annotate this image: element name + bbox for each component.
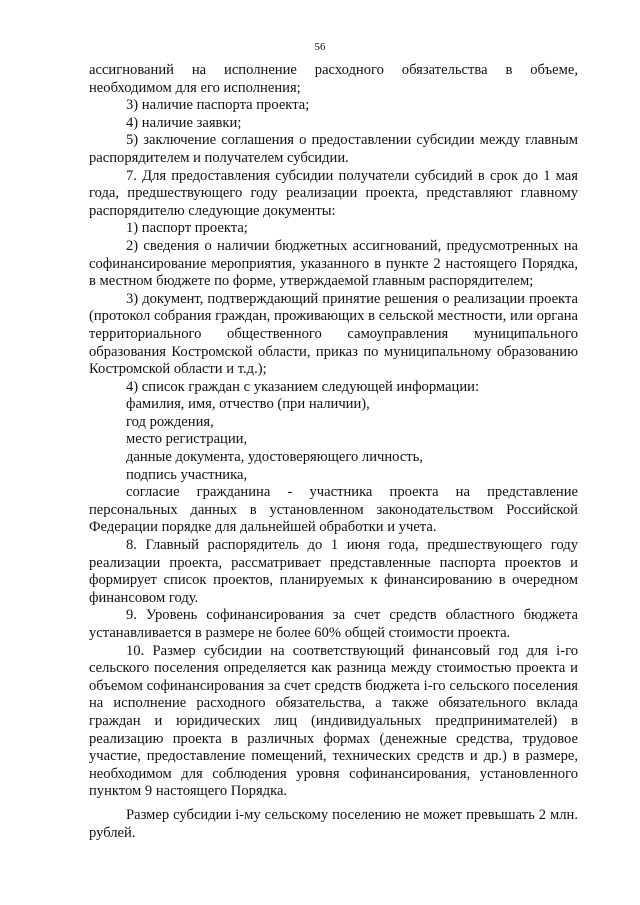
list-item-citizen-list: 4) список граждан с указанием следующей информации: bbox=[126, 378, 480, 395]
list-item-agreement: 5) заключение соглашения о предоставлении субсидии между главным распорядителем и получателем субсидии. bbox=[89, 132, 578, 166]
paragraph-continuation: ассигнований на исполнение расходного обязательства в объеме, необходимом для его исполнения; bbox=[89, 62, 578, 96]
subsidy-limit-paragraph: Размер субсидии i-му сельскому поселению не может превышать 2 млн. рублей. bbox=[89, 806, 578, 841]
clause-7: 7. Для предоставления субсидии получатели субсидий в срок до 1 мая года, предшествующего году реализации проекта, представляют главному распорядителю следующие документы: bbox=[89, 167, 578, 219]
list-field-signature: подпись участника, bbox=[126, 466, 248, 483]
clause-9: 9. Уровень софинансирования за счет средств областного бюджета устанавливается в размере не более 60% общей стоимости проекта. bbox=[89, 607, 578, 641]
list-field-full-name: фамилия, имя, отчество (при наличии), bbox=[126, 396, 370, 413]
document-body bbox=[89, 62, 578, 842]
clause-8: 8. Главный распорядитель до 1 июня года, предшествующего году реализации проекта, рассматривает представленные паспорта проектов и формирует список проектов, планируемых к финансированию в очередном финансовом году. bbox=[89, 537, 578, 606]
list-item-passport-availability: 3) наличие паспорта проекта; bbox=[126, 97, 310, 114]
list-item-decision-document: 3) документ, подтверждающий принятие решения о реализации проекта (протокол собрания граждан, проживающих в сельской местности, или органа территориального общественного самоуправления муниципального образования Костромской области, приказ по муниципальному образованию Костромской области и т.д.); bbox=[89, 290, 578, 378]
clause-10: 10. Размер субсидии на соответствующий финансовый год для i-го сельского поселения определяется как разница между стоимостью проекта и объемом софинансирования за счет средств бюджета i-го сельского поселения на исполнение расходного обязательства, а также обязательного вклада граждан и юридических лиц (индивидуальных предпринимателей) в реализацию проекта в различных формах (денежные средства, трудовое участие, предоставление помещений, технических средств и др.) в размере, необходимом для соблюдения уровня софинансирования, установленного пунктом 9 настоящего Порядка. bbox=[89, 642, 578, 800]
list-item-project-passport: 1) паспорт проекта; bbox=[126, 220, 248, 237]
page-number: 56 bbox=[314, 41, 326, 53]
list-field-consent: согласие гражданина - участника проекта на представление персональных данных в установленном законодательством Российской Федерации порядке для дальнейшей обработки и учета. bbox=[89, 484, 578, 536]
list-field-birth-year: год рождения, bbox=[126, 413, 214, 430]
list-item-application-availability: 4) наличие заявки; bbox=[126, 114, 242, 131]
list-item-budget-info: 2) сведения о наличии бюджетных ассигнований, предусмотренных на софинансирование мероприятия, указанного в пункте 2 настоящего Порядка, в местном бюджете по форме, утверждаемой главным распорядителем; bbox=[89, 237, 578, 290]
list-field-registration: место регистрации, bbox=[126, 431, 248, 448]
list-field-id-document: данные документа, удостоверяющего личность, bbox=[126, 449, 423, 466]
